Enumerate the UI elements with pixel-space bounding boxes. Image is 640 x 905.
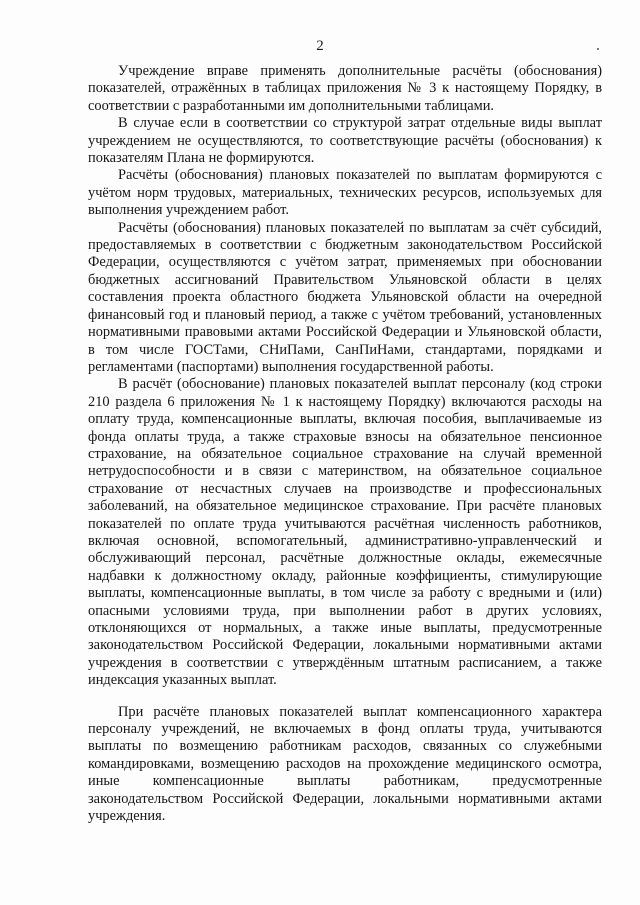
paragraph-resource-norms: Расчёты (обоснования) плановых показателей по выплатам формируются с учётом норм трудовых, материальных, технических ресурсов, используемых для выполнения учреждением работ. <box>88 167 602 219</box>
paragraph-subsidies: Расчёты (обоснования) плановых показателей по выплатам за счёт субсидий, предоставляемых в соответствии с бюджетным законодательством Российской Федерации, осуществляются с учётом затрат, применяемых при обосновании бюджетных ассигнований Правительством Ульяновской области в целях составления проекта областного бюджета Ульяновской области на очередной финансовый год и плановый период, а также с учётом требований, установленных нормативными правовыми актами Российской Федерации и Ульяновской области, в том числе ГОСТами, СНиПами, СанПиНами, стандартами, порядками и регламентами (паспортами) выполнения государственной работы. <box>88 219 602 375</box>
paragraph-compensation-payments: При расчёте плановых показателей выплат компенсационного характера персоналу учреждений, не включаемых в фонд оплаты труда, учитываются выплаты по возмещению работникам расходов, связанных со служебными командировками, возмещению расходов на прохождение медицинского осмотра, иные компенсационные выплаты работникам, предусмотренные законодательством Российской Федерации, локальными нормативными актами учреждения. <box>88 703 602 825</box>
paragraph-no-payments: В случае если в соответствии со структурой затрат отдельные виды выплат учреждением не осуществляются, то соответствующие расчёты (обоснования) к показателям Плана не формируются. <box>88 115 602 167</box>
paragraph-additional-calculations: Учреждение вправе применять дополнительные расчёты (обоснования) показателей, отражённых в таблицах приложения № 3 к настоящему Порядку, в соответствии с разработанными им дополнительными таблицами. <box>88 63 602 114</box>
paragraph-personnel-payments: В расчёт (обоснование) плановых показателей выплат персоналу (код строки 210 раздела 6 приложения № 1 к настоящему Порядку) включаются расходы на оплату труда, компенсационные выплаты, включая пособия, выплачиваемые из фонда оплаты труда, а также страховые взносы на обязательное пенсионное страхование, на обязательное социальное страхование на случай временной нетрудоспособности и в связи с материнством, на обязательное социальное страхование от несчастных случаев на производстве и профессиональных заболеваний, на обязательное медицинское страхование. При расчёте плановых показателей по оплате труда учитываются расчётная численность работников, включая основной, вспомогательный, административно-управленческий и обслуживающий персонал, расчётные должностные оклады, ежемесячные надбавки к должностному окладу, районные коэффициенты, стимулирующие выплаты, компенсационные выплаты, в том числе за работу с вредными и (или) опасными условиями труда, при выполнении работ в других условиях, отклоняющихся от нормальных, а также иные выплаты, предусмотренные законодательством Российской Федерации, локальными нормативными актами учреждения в соответствии с утверждённым штатным расписанием, а также индексация указанных выплат. <box>88 376 602 689</box>
document-body <box>88 63 602 825</box>
page-number: 2 <box>316 38 324 54</box>
